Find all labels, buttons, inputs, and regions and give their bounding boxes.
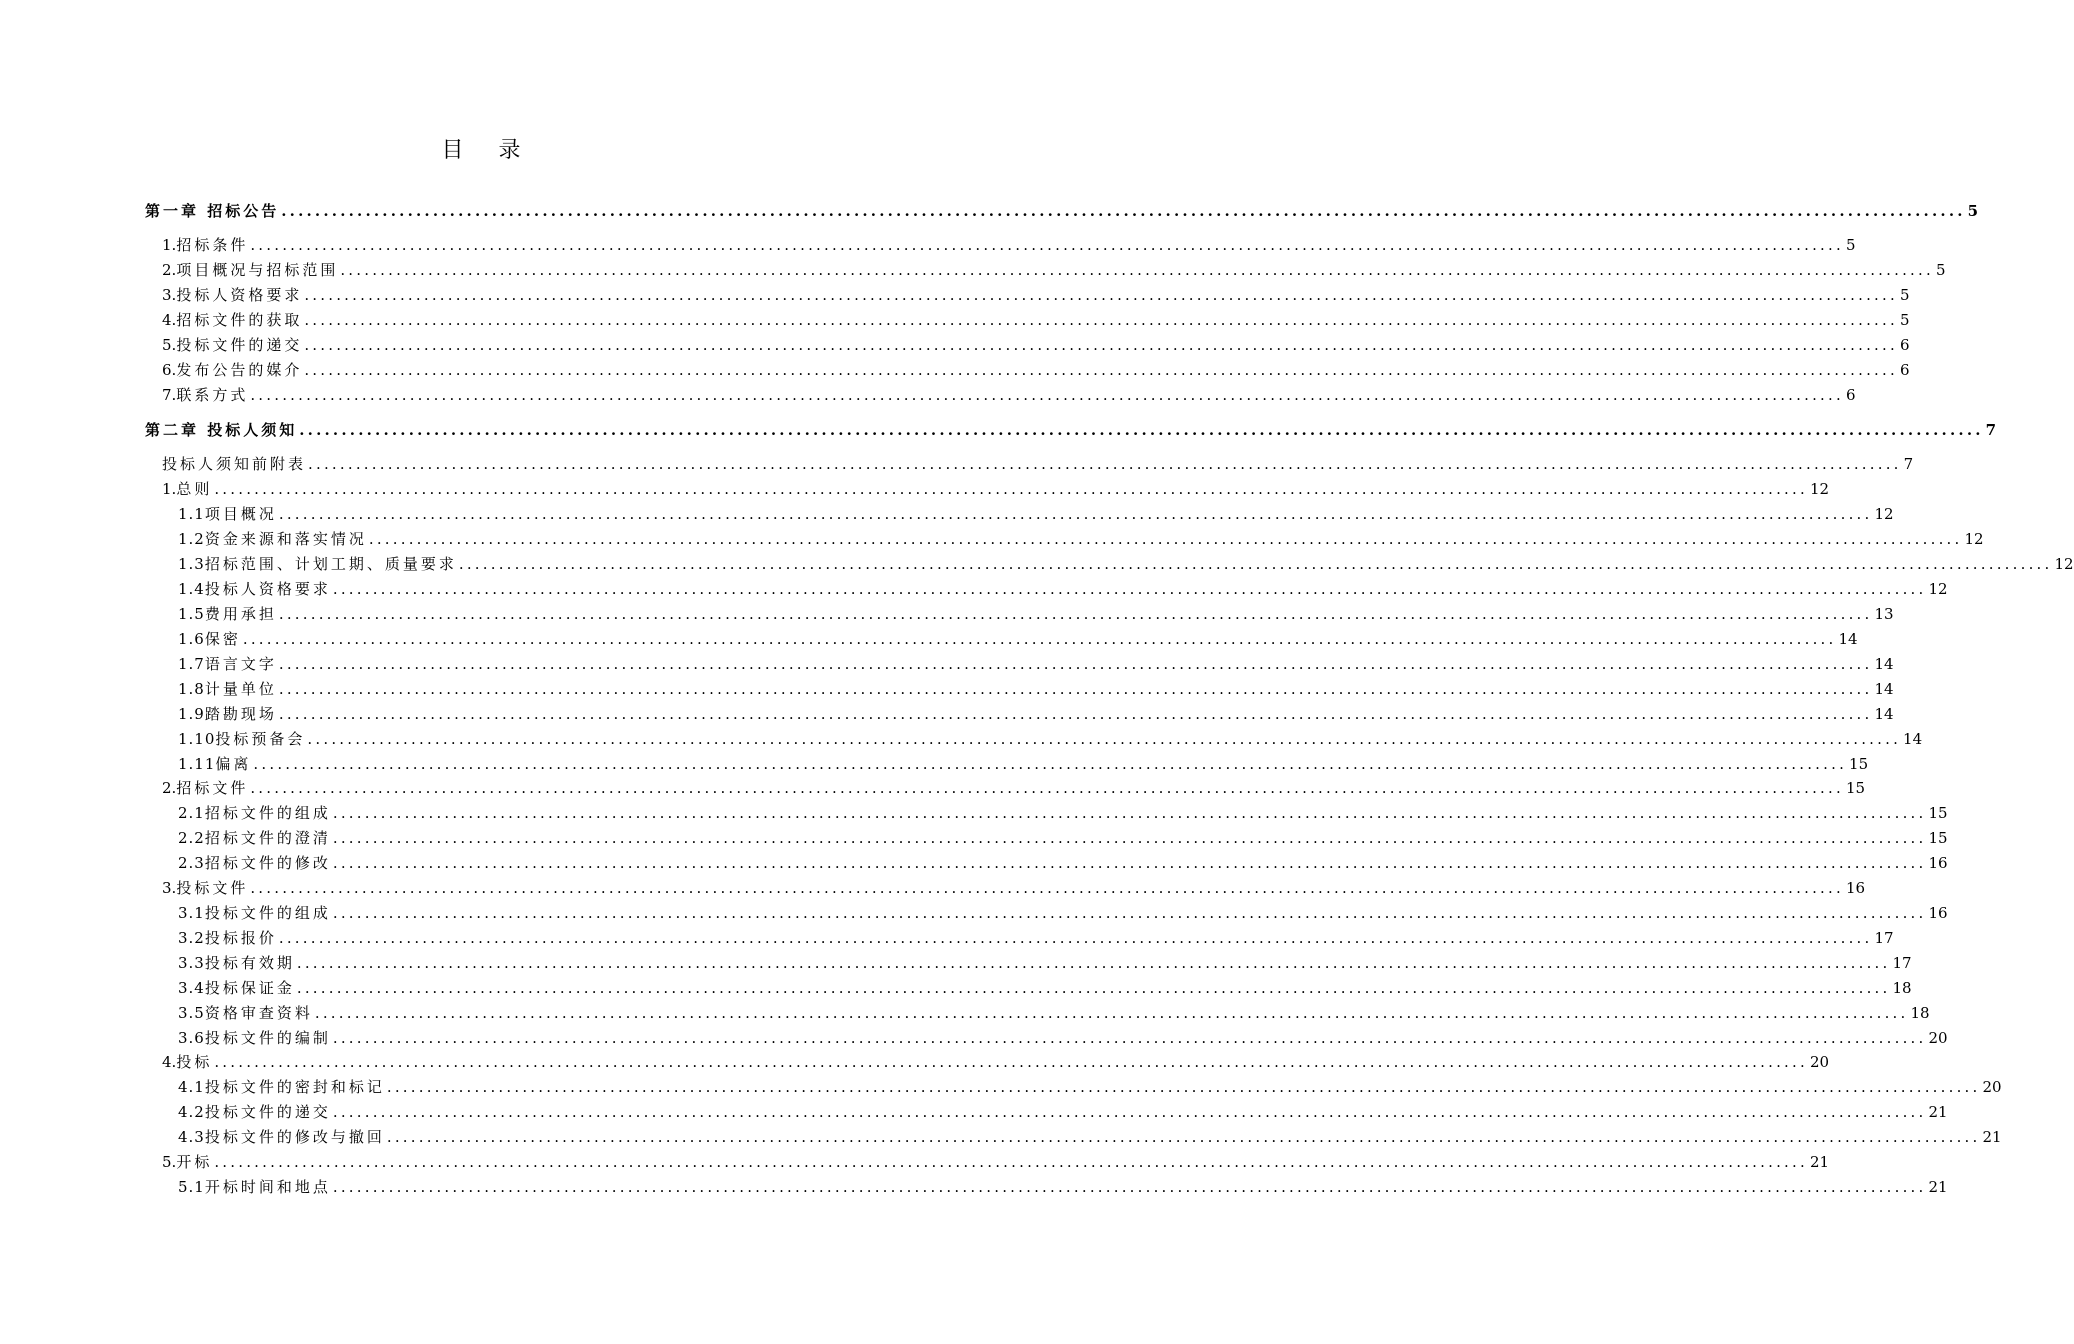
toc-page-number: 17 — [1892, 954, 1912, 972]
toc-page-number: 5 — [1899, 311, 1910, 329]
toc-entry[interactable] — [178, 926, 1894, 950]
toc-entry[interactable] — [178, 552, 2074, 576]
toc-entry-label: 语言文字 — [204, 655, 277, 673]
toc-entry[interactable] — [178, 976, 1912, 1000]
toc-entry-number: 3.4 — [178, 979, 205, 997]
toc-dot-leader: ........................................................................................................................................................................................................ — [332, 1178, 1927, 1196]
toc-page-number: 7 — [1903, 455, 1914, 473]
toc-dot-leader: ........................................................................................................................................................................................................ — [368, 530, 1963, 548]
toc-entry-label: 开标 — [176, 1153, 213, 1171]
toc-dot-leader: ........................................................................................................................................................................................................ — [332, 854, 1927, 872]
toc-entry-label: 第二章 投标人须知 — [145, 421, 298, 439]
toc-entry-number: 1.7 — [178, 655, 205, 673]
toc-entry-label: 投标文件的组成 — [204, 904, 331, 922]
toc-entry[interactable] — [178, 901, 1948, 925]
toc-dot-leader: ........................................................................................................................................................................................................ — [308, 455, 1902, 473]
toc-page-number: 16 — [1928, 854, 1948, 872]
toc-page-number: 6 — [1845, 386, 1856, 404]
toc-dot-leader: ........................................................................................................................................................................................................ — [332, 904, 1927, 922]
toc-entry-number: 4. — [162, 1053, 177, 1071]
toc-entry[interactable] — [178, 951, 1912, 975]
toc-entry[interactable] — [178, 527, 1984, 551]
toc-entry-number: 2. — [162, 779, 177, 797]
toc-page-number: 12 — [1964, 530, 1984, 548]
toc-dot-leader: ........................................................................................................................................................................................................ — [281, 202, 1966, 220]
toc-entry-label: 投标文件的修改与撤回 — [204, 1128, 385, 1146]
toc-entry-label: 招标文件的获取 — [176, 311, 303, 329]
toc-entry[interactable] — [178, 752, 1869, 776]
toc-dot-leader: ........................................................................................................................................................................................................ — [340, 261, 1934, 279]
toc-page-number: 17 — [1874, 929, 1894, 947]
toc-page-number: 14 — [1874, 680, 1894, 698]
toc-entry-number: 1.5 — [178, 605, 205, 623]
toc-entry-number: 4.1 — [178, 1078, 205, 1096]
toc-dot-leader: ........................................................................................................................................................................................................ — [250, 779, 1844, 797]
toc-entry-label: 投标文件的递交 — [204, 1103, 331, 1121]
toc-entry-number: 1.2 — [178, 530, 205, 548]
toc-entry-label: 开标时间和地点 — [204, 1178, 331, 1196]
toc-page-number: 5 — [1899, 286, 1910, 304]
toc-dot-leader: ........................................................................................................................................................................................................ — [250, 879, 1844, 897]
toc-dot-leader: ........................................................................................................................................................................................................ — [314, 1004, 1909, 1022]
toc-dot-leader: ........................................................................................................................................................................................................ — [250, 236, 1844, 254]
toc-entry-number: 1.11 — [178, 755, 216, 773]
toc-entry-label: 联系方式 — [176, 386, 249, 404]
toc-entry[interactable] — [178, 1026, 1948, 1050]
toc-page-number: 20 — [1809, 1053, 1830, 1071]
toc-dot-leader: ........................................................................................................................................................................................................ — [278, 929, 1873, 947]
toc-entry[interactable] — [162, 283, 1910, 307]
toc-entry-label: 踏勘现场 — [204, 705, 277, 723]
toc-page-number: 12 — [2054, 555, 2074, 573]
toc-entry[interactable] — [162, 1150, 1830, 1174]
toc-page-number: 15 — [1845, 779, 1866, 797]
toc-dot-leader: ........................................................................................................................................................................................................ — [386, 1078, 1981, 1096]
toc-entry-label: 发布公告的媒介 — [176, 361, 303, 379]
toc-entry-number: 1.8 — [178, 680, 205, 698]
toc-entry-label: 投标人资格要求 — [176, 286, 303, 304]
toc-entry-label: 投标人资格要求 — [204, 580, 331, 598]
toc-entry[interactable] — [178, 1175, 1948, 1199]
toc-dot-leader: ........................................................................................................................................................................................................ — [278, 680, 1873, 698]
toc-dot-leader: ........................................................................................................................................................................................................ — [304, 286, 1898, 304]
toc-entry[interactable] — [162, 383, 1856, 407]
toc-entry-label: 投标文件 — [176, 879, 249, 897]
toc-page-number: 16 — [1928, 904, 1948, 922]
toc-entry-label: 招标文件的澄清 — [204, 829, 331, 847]
toc-entry-number: 1.3 — [178, 555, 205, 573]
toc-entry-label: 总则 — [176, 480, 213, 498]
toc-dot-leader: ........................................................................................................................................................................................................ — [278, 605, 1873, 623]
toc-dot-leader: ........................................................................................................................................................................................................ — [304, 361, 1898, 379]
toc-entry[interactable] — [178, 627, 1858, 651]
toc-page-number: 15 — [1928, 804, 1948, 822]
toc-entry-number: 1.4 — [178, 580, 205, 598]
toc-page-number: 18 — [1892, 979, 1912, 997]
toc-dot-leader: ........................................................................................................................................................................................................ — [214, 1053, 1808, 1071]
toc-entry-label: 招标文件的修改 — [204, 854, 331, 872]
toc-entry-label: 保密 — [204, 630, 241, 648]
toc-page-number: 5 — [1935, 261, 1946, 279]
toc-entry-number: 5.1 — [178, 1178, 205, 1196]
toc-entry-label: 投标报价 — [204, 929, 277, 947]
toc-dot-leader: ........................................................................................................................................................................................................ — [253, 755, 1848, 773]
toc-page-number: 21 — [1982, 1128, 2002, 1146]
toc-entry-number: 2.1 — [178, 804, 205, 822]
toc-dot-leader: ........................................................................................................................................................................................................ — [250, 386, 1844, 404]
toc-entry-label: 第一章 招标公告 — [145, 202, 280, 220]
toc-entry-label: 投标有效期 — [204, 954, 295, 972]
toc-dot-leader: ........................................................................................................................................................................................................ — [242, 630, 1837, 648]
toc-entry-number: 2.2 — [178, 829, 205, 847]
toc-entry-label: 费用承担 — [204, 605, 277, 623]
toc-page-number: 14 — [1903, 730, 1923, 748]
toc-page-number: 20 — [1982, 1078, 2002, 1096]
toc-entry-label: 投标文件的密封和标记 — [204, 1078, 385, 1096]
toc-entry[interactable] — [178, 826, 1948, 850]
toc-entry[interactable] — [178, 1100, 1948, 1124]
toc-entry-number: 3.5 — [178, 1004, 205, 1022]
toc-page-number: 21 — [1809, 1153, 1830, 1171]
toc-entry[interactable] — [178, 702, 1894, 726]
toc-entry-number: 2.3 — [178, 854, 205, 872]
toc-entry-label: 项目概况与招标范围 — [176, 261, 339, 279]
toc-entry[interactable] — [178, 652, 1894, 676]
toc-entry[interactable] — [162, 452, 1914, 476]
toc-dot-leader: ........................................................................................................................................................................................................ — [332, 804, 1927, 822]
toc-entry-label: 投标文件的递交 — [176, 336, 303, 354]
toc-dot-leader: ........................................................................................................................................................................................................ — [304, 311, 1898, 329]
toc-entry[interactable] — [162, 876, 1866, 900]
toc-entry-number: 1. — [162, 480, 177, 498]
toc-entry[interactable] — [178, 851, 1948, 875]
toc-entry[interactable] — [162, 233, 1856, 257]
toc-entry-label: 资格审查资料 — [204, 1004, 313, 1022]
toc-entry[interactable] — [162, 477, 1830, 501]
toc-entry-number: 3. — [162, 286, 177, 304]
toc-entry-number: 6. — [162, 361, 177, 379]
toc-chapter[interactable] — [145, 199, 1979, 223]
toc-entry[interactable] — [178, 602, 1894, 626]
toc-entry-label: 招标条件 — [176, 236, 249, 254]
toc-entry[interactable] — [178, 801, 1948, 825]
toc-dot-leader: ........................................................................................................................................................................................................ — [278, 505, 1873, 523]
toc-entry-label: 投标人须知前附表 — [162, 455, 307, 473]
toc-page-number: 14 — [1838, 630, 1858, 648]
toc-dot-leader: ........................................................................................................................................................................................................ — [386, 1128, 1981, 1146]
toc-dot-leader: ........................................................................................................................................................................................................ — [332, 580, 1927, 598]
toc-entry[interactable] — [178, 677, 1894, 701]
toc-entry[interactable] — [162, 776, 1866, 800]
toc-entry-number: 3.3 — [178, 954, 205, 972]
toc-entry-number: 4.2 — [178, 1103, 205, 1121]
toc-entry-label: 招标文件 — [176, 779, 249, 797]
toc-dot-leader: ........................................................................................................................................................................................................ — [296, 979, 1891, 997]
toc-entry-label: 偏离 — [215, 755, 252, 773]
toc-entry-number: 2. — [162, 261, 177, 279]
toc-dot-leader: ........................................................................................................................................................................................................ — [214, 1153, 1808, 1171]
toc-entry-label: 招标范围、计划工期、质量要求 — [204, 555, 457, 573]
toc-entry[interactable] — [162, 358, 1910, 382]
toc-page-number: 12 — [1809, 480, 1830, 498]
toc-entry[interactable] — [178, 577, 1948, 601]
toc-entry[interactable] — [178, 1125, 2002, 1149]
toc-dot-leader: ........................................................................................................................................................................................................ — [214, 480, 1808, 498]
toc-dot-leader: ........................................................................................................................................................................................................ — [278, 655, 1873, 673]
page-title: 目 录 — [441, 138, 535, 163]
toc-entry[interactable] — [162, 333, 1910, 357]
toc-page-number: 7 — [1985, 421, 1997, 439]
toc-dot-leader: ........................................................................................................................................................................................................ — [296, 954, 1891, 972]
toc-page-number: 21 — [1928, 1103, 1948, 1121]
toc-page-number: 21 — [1928, 1178, 1948, 1196]
toc-entry-label: 资金来源和落实情况 — [204, 530, 367, 548]
toc-entry-number: 3.2 — [178, 929, 205, 947]
toc-entry-number: 1.9 — [178, 705, 205, 723]
toc-entry-number: 4. — [162, 311, 177, 329]
toc-dot-leader: ........................................................................................................................................................................................................ — [332, 829, 1927, 847]
toc-entry-number: 1.10 — [178, 730, 216, 748]
toc-page-number: 13 — [1874, 605, 1894, 623]
toc-entry-number: 5. — [162, 336, 177, 354]
toc-entry-label: 投标 — [176, 1053, 213, 1071]
toc-page-number: 6 — [1899, 336, 1910, 354]
toc-entry-number: 1. — [162, 236, 177, 254]
toc-entry[interactable] — [162, 258, 1946, 282]
toc-page-number: 5 — [1967, 202, 1979, 220]
toc-chapter[interactable] — [145, 418, 1997, 442]
toc-entry-label: 投标文件的编制 — [204, 1029, 331, 1047]
toc-entry-number: 4.3 — [178, 1128, 205, 1146]
toc-entry-label: 投标保证金 — [204, 979, 295, 997]
toc-entry-label: 投标预备会 — [215, 730, 306, 748]
toc-dot-leader: ........................................................................................................................................................................................................ — [278, 705, 1873, 723]
toc-entry[interactable] — [178, 1001, 1930, 1025]
toc-page-number: 14 — [1874, 705, 1894, 723]
toc-entry[interactable] — [162, 308, 1910, 332]
toc-entry-number: 5. — [162, 1153, 177, 1171]
toc-entry-label: 招标文件的组成 — [204, 804, 331, 822]
toc-entry[interactable] — [162, 1050, 1830, 1074]
toc-entry-label: 项目概况 — [204, 505, 277, 523]
toc-entry[interactable] — [178, 502, 1894, 526]
toc-page-number: 6 — [1899, 361, 1910, 379]
toc-entry-number: 3. — [162, 879, 177, 897]
toc-entry-label: 计量单位 — [204, 680, 277, 698]
toc-dot-leader: ........................................................................................................................................................................................................ — [458, 555, 2053, 573]
toc-dot-leader: ........................................................................................................................................................................................................ — [332, 1103, 1927, 1121]
toc-page-number: 15 — [1849, 755, 1869, 773]
toc-entry[interactable] — [178, 1075, 2002, 1099]
toc-entry-number: 1.1 — [178, 505, 205, 523]
toc-entry[interactable] — [178, 727, 1923, 751]
toc-page-number: 12 — [1874, 505, 1894, 523]
toc-dot-leader: ........................................................................................................................................................................................................ — [307, 730, 1902, 748]
toc-page-number: 20 — [1928, 1029, 1948, 1047]
toc-page-number: 5 — [1845, 236, 1856, 254]
toc-page-number: 18 — [1910, 1004, 1930, 1022]
toc-page-number: 15 — [1928, 829, 1948, 847]
toc-page-number: 14 — [1874, 655, 1894, 673]
toc-entry-number: 7. — [162, 386, 177, 404]
toc-entry-number: 3.1 — [178, 904, 205, 922]
toc-dot-leader: ........................................................................................................................................................................................................ — [304, 336, 1898, 354]
toc-page-number: 12 — [1928, 580, 1948, 598]
toc-dot-leader: ........................................................................................................................................................................................................ — [332, 1029, 1927, 1047]
toc-dot-leader: ........................................................................................................................................................................................................ — [299, 421, 1984, 439]
toc-entry-number: 3.6 — [178, 1029, 205, 1047]
toc-page-number: 16 — [1845, 879, 1866, 897]
toc-entry-number: 1.6 — [178, 630, 205, 648]
